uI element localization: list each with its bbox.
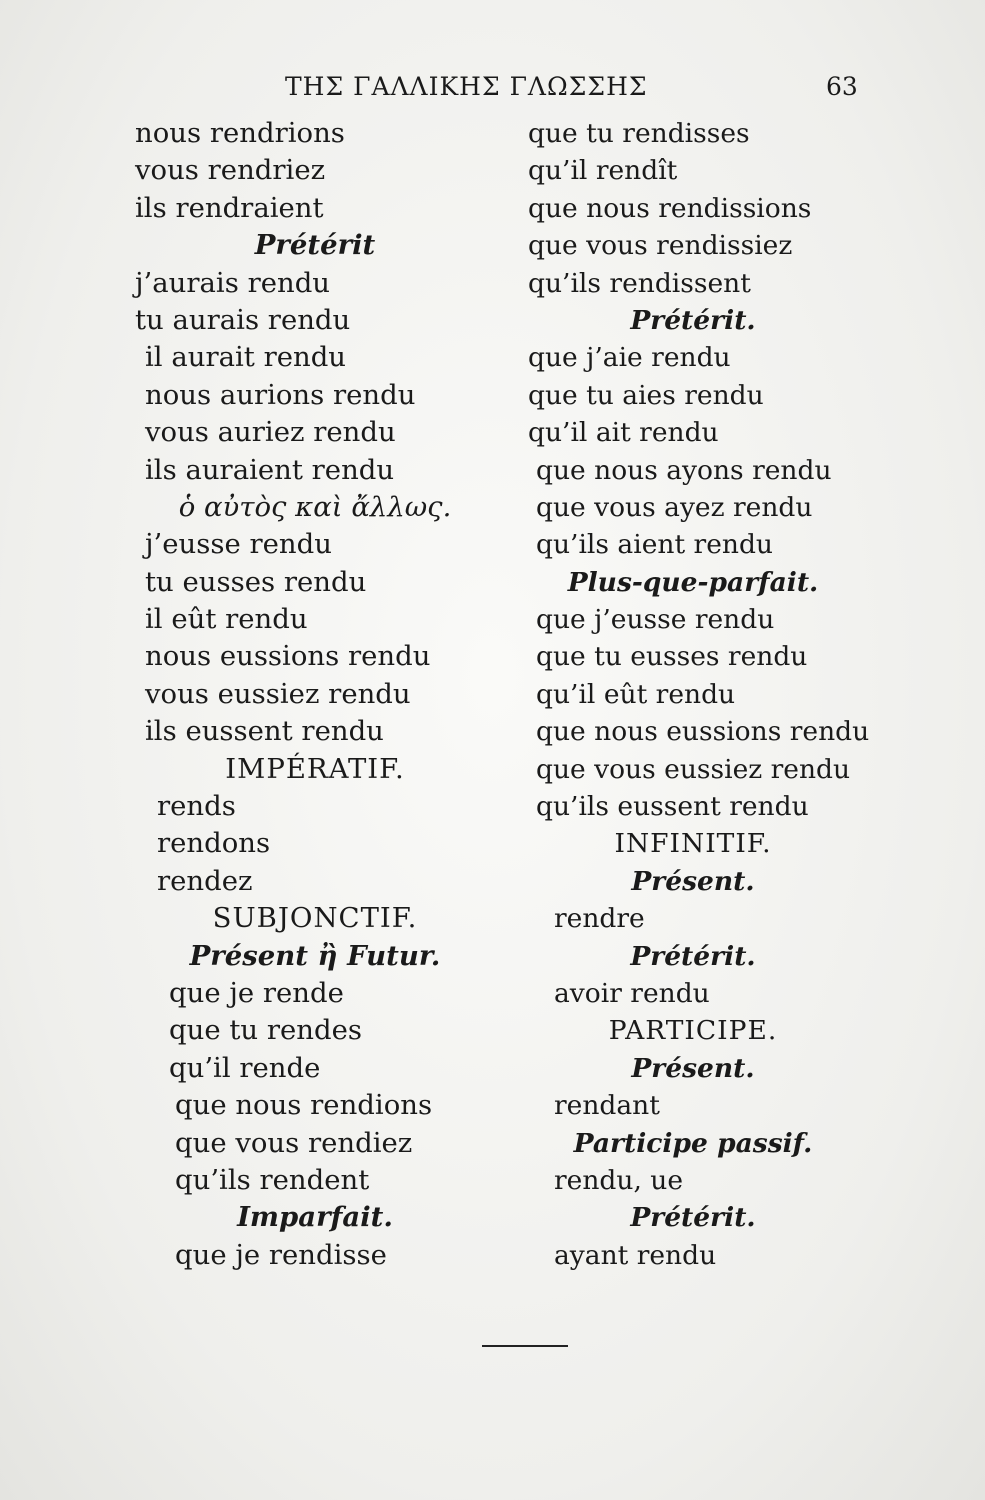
tense-label: Participe passif. [573, 1127, 813, 1159]
conjugation-line: tu eusses rendu [145, 565, 367, 598]
conjugation-line: que nous rendissions [528, 192, 812, 224]
conjugation-line: nous eussions rendu [145, 640, 431, 673]
conjugation-line: il eût rendu [145, 603, 308, 636]
conjugation-line: vous rendriez [135, 154, 326, 187]
conjugation-line: qu’il ait rendu [528, 417, 719, 449]
greek-note: ὁ αὐτὸς καὶ ἄλλως. [178, 490, 452, 523]
conjugation-line: nous rendrions [135, 117, 345, 149]
conjugation-line: que vous rendiez [175, 1126, 413, 1159]
conjugation-line: ils auraient rendu [145, 453, 395, 486]
page-number: 63 [826, 72, 858, 101]
conjugation-line: nous aurions rendu [145, 378, 416, 411]
section-heading: SUBJONCTIF. [212, 902, 418, 935]
tense-label: Présent ἢ Futur. [189, 939, 441, 972]
conjugation-line: que nous rendions [175, 1089, 433, 1122]
conjugation-line: que je rende [169, 976, 344, 1009]
right-column [528, 115, 870, 1274]
conjugation-line: vous eussiez rendu [145, 677, 411, 710]
conjugation-line: ayant rendu [554, 1239, 717, 1271]
end-rule [482, 1345, 568, 1347]
conjugation-line: que vous ayez rendu [536, 491, 813, 523]
running-header: ΤΗΣ ΓΑΛΛΙΚΗΣ ΓΛΩΣΣΗΣ [285, 72, 648, 101]
conjugation-line: qu’ils eussent rendu [536, 791, 809, 823]
conjugation-line: tu aurais rendu [135, 303, 351, 336]
conjugation-line: qu’ils rendissent [528, 267, 751, 299]
conjugation-line: qu’il rende [169, 1051, 321, 1084]
conjugation-line: j’eusse rendu [145, 528, 332, 561]
conjugation-line: rendons [157, 827, 271, 860]
tense-label: Imparfait. [237, 1201, 393, 1234]
conjugation-line: vous auriez rendu [145, 416, 396, 449]
tense-label: Plus-que-parfait. [567, 566, 819, 598]
conjugation-line: que nous eussions rendu [536, 716, 870, 748]
conjugation-line: il aurait rendu [145, 341, 347, 374]
section-heading: PARTICIPE. [608, 1015, 778, 1047]
conjugation-line: ils rendraient [135, 191, 324, 224]
conjugation-line: rendez [157, 864, 253, 897]
conjugation-line: rends [157, 790, 236, 823]
tense-label: Prétérit. [630, 940, 756, 972]
conjugation-line: que j’aie rendu [528, 342, 731, 374]
conjugation-line: que je rendisse [175, 1238, 387, 1271]
conjugation-line: rendre [554, 903, 645, 935]
section-heading: IMPÉRATIF. [225, 752, 405, 785]
conjugation-line: rendu, ue [554, 1164, 684, 1196]
tense-label: Présent. [631, 865, 755, 897]
section-heading: INFINITIF. [614, 828, 772, 860]
conjugation-line: avoir rendu [554, 977, 710, 1009]
conjugation-line: rendant [554, 1090, 660, 1122]
conjugation-line: qu’il rendît [528, 155, 678, 187]
conjugation-line: que nous ayons rendu [536, 454, 832, 486]
conjugation-line: qu’ils aient rendu [536, 529, 773, 561]
conjugation-line: que j’eusse rendu [536, 604, 775, 636]
tense-label: Prétérit [254, 229, 376, 262]
conjugation-line: j’aurais rendu [135, 266, 331, 299]
tense-label: Présent. [631, 1052, 755, 1084]
conjugation-line: que tu eusses rendu [536, 641, 808, 673]
conjugation-line: que tu aies rendu [528, 379, 764, 411]
conjugation-line: qu’il eût rendu [536, 678, 736, 710]
conjugation-line: que tu rendes [169, 1014, 362, 1047]
tense-label: Prétérit. [630, 1202, 756, 1234]
left-column [135, 115, 495, 1274]
conjugation-line: ils eussent rendu [145, 715, 384, 748]
conjugation-line: que tu rendisses [528, 118, 750, 149]
conjugation-line: que vous rendissiez [528, 230, 793, 262]
conjugation-line: qu’ils rendent [175, 1163, 370, 1196]
tense-label: Prétérit. [630, 304, 756, 336]
conjugation-line: que vous eussiez rendu [536, 753, 851, 785]
